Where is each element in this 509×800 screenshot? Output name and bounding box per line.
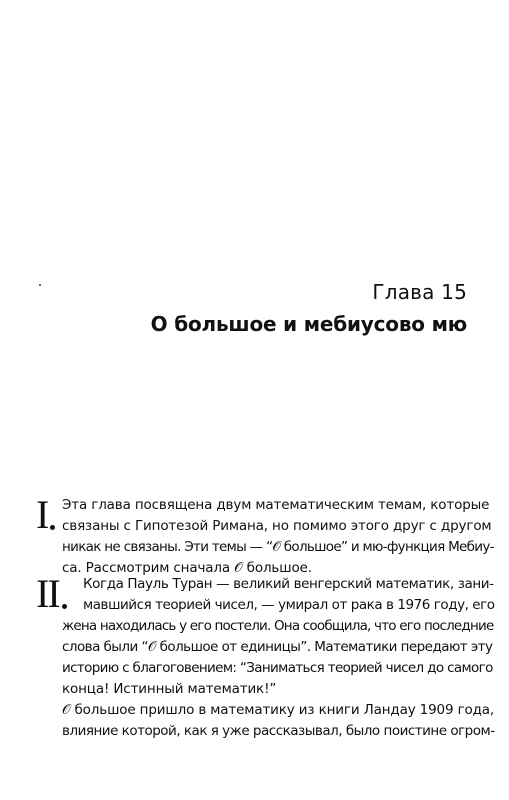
text-line: связаны с Гипотезой Римана, но помимо этого друг с другом — [62, 518, 492, 534]
text-line: никак не связаны. Эти темы — “𝒪 большое” и мю-функция Мебиу- — [62, 539, 494, 555]
stray-dot — [39, 284, 41, 286]
text-line: 𝒪 большое пришло в математику из книги Ландау 1909 года, — [62, 702, 495, 718]
text-line: са. Рассмотрим сначала 𝒪 большое. — [62, 560, 312, 576]
text-line: Когда Пауль Туран — великий венгерский математик, зани- — [83, 576, 494, 592]
marker-dot — [50, 525, 55, 530]
chapter-title: О большое и мебиусово мю — [150, 312, 467, 336]
text-line: историю с благоговением: “Заниматься теорией чисел до самого — [62, 660, 493, 676]
text-line: конца! Истинный математик!” — [62, 681, 277, 697]
text-line: Эта глава посвящена двум математическим темам, которые — [62, 497, 490, 513]
text-line: жена находилась у его постели. Она сообщила, что его последние — [62, 618, 494, 634]
chapter-number: Глава 15 — [372, 280, 467, 304]
text-line: влияние которой, как я уже рассказывал, было поистине огром- — [62, 723, 495, 739]
section-marker: I — [36, 495, 55, 535]
section-marker: II — [36, 574, 67, 614]
marker-dot — [62, 604, 67, 609]
text-line: мавшийся теорией чисел, — умирал от рака в 1976 году, его — [83, 597, 495, 613]
text-line: слова были “𝒪 большое от единицы”. Математики передают эту — [62, 639, 493, 655]
